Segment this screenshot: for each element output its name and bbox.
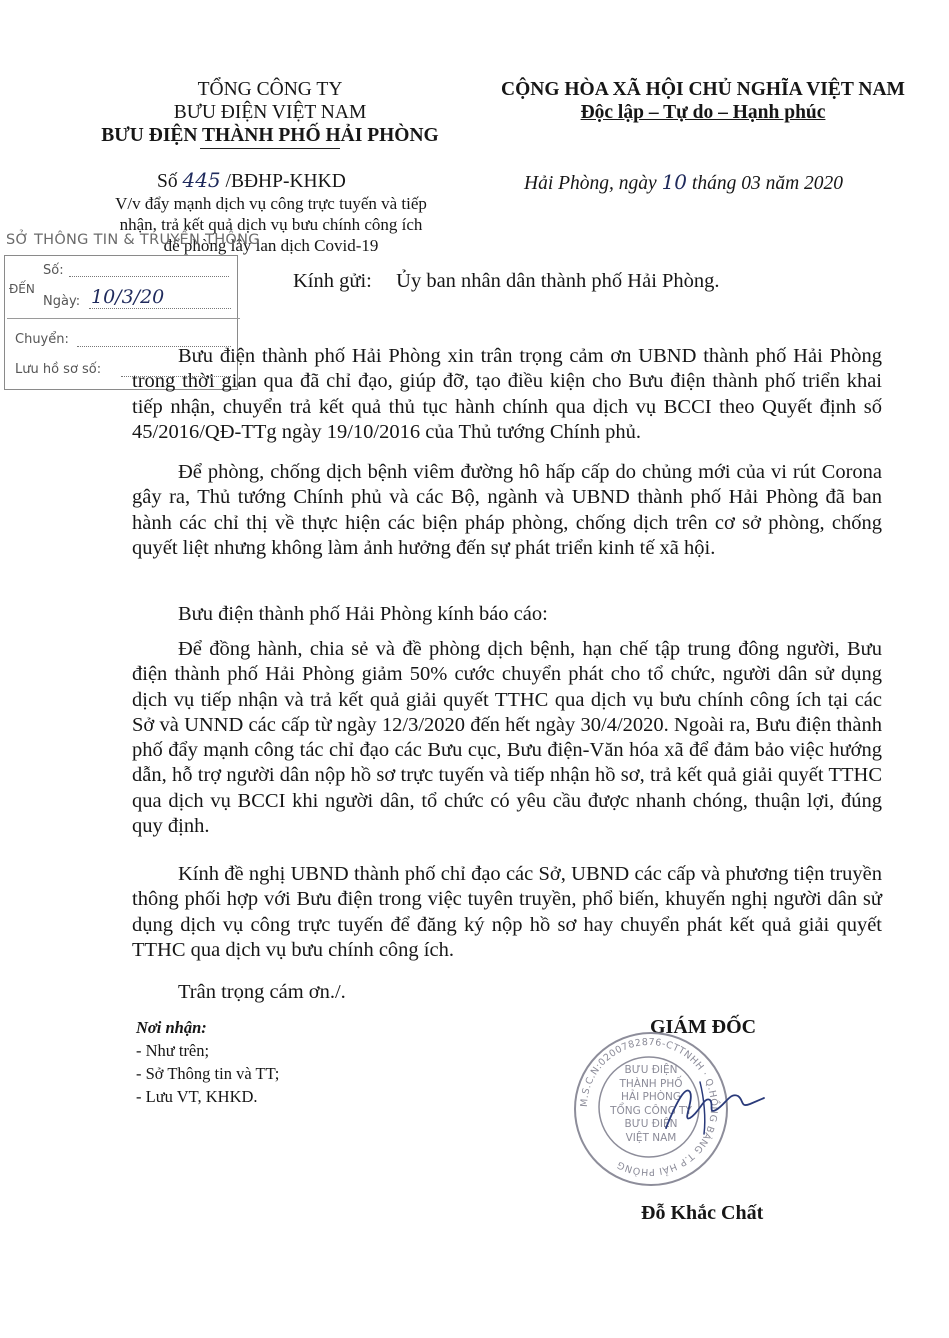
agency-underline bbox=[200, 148, 340, 149]
receipt-stamp-title: SỞ THÔNG TIN & TRUYỀN THÔNG bbox=[6, 232, 260, 248]
agency-corp: BƯU ĐIỆN VIỆT NAM bbox=[173, 102, 367, 123]
recipients-item: - Sở Thông tin và TT; bbox=[136, 1064, 280, 1083]
den-label: ĐẾN bbox=[9, 282, 35, 296]
seal-line: BƯU ĐIỆN bbox=[624, 1118, 678, 1130]
recipient-label: Kính gửi: bbox=[293, 270, 372, 292]
body-paragraph-4: Để đồng hành, chia sẻ và đề phòng dịch bệnh, hạn chế tập trung đông người, Bưu điện thành phố Hải Phòng giảm 50% cước chuyển phát cho tổ chức, người dân sử dụng dịch vụ tiếp nhận và trả kết quả giải quyết TTHC qua dịch vụ bưu chính công ích tại các Sở và UNND các cấp từ ngày 12/3/2020 đến hết ngày 30/4/2020. Ngoài ra, Bưu điện thành phố đẩy mạnh công tác chỉ đạo các Bưu cục, Bưu điện-Văn hóa xã để đảm bảo việc hướng dẫn, hỗ trợ người dân nộp hồ sơ trực tuyến và tiếp nhận hồ sơ, trả kết quả giải quyết TTHC qua dịch vụ BCCI khi người dân, tổ chức có yêu cầu được nhanh chóng, thuận lợi, đúng quy định. bbox=[132, 638, 882, 838]
signer-name: Đỗ Khắc Chất bbox=[641, 1202, 764, 1224]
date-prefix: Hải Phòng, ngày bbox=[524, 173, 657, 194]
subject-line-1: V/v đẩy mạnh dịch vụ công trực tuyến và tiếp bbox=[115, 194, 427, 213]
luu-label: Lưu hồ sơ số: bbox=[15, 362, 102, 377]
seal-line: THÀNH PHỐ bbox=[619, 1077, 683, 1090]
national-name: CỘNG HÒA XÃ HỘI CHỦ NGHĨA VIỆT NAM bbox=[501, 79, 905, 100]
doc-number-prefix: Số bbox=[157, 171, 178, 192]
doc-number-handwritten: 445 bbox=[182, 168, 221, 192]
handwritten-signature bbox=[660, 1078, 770, 1138]
body-paragraph-5: Kính đề nghị UBND thành phố chỉ đạo các Sở, UBND các cấp và phương tiện truyền thông phối hợp với Bưu điện trong việc tuyên truyền, phổ biến, khuyến nghị người dân sử dụng dịch vụ công trực tuyến để đăng ký nộp hồ sơ hay chuyển phát kết quả giải quyết TTHC qua dịch vụ bưu chính công ích. bbox=[132, 863, 882, 961]
seal-line: BƯU ĐIỆN bbox=[624, 1064, 678, 1076]
date-suffix: tháng 03 năm 2020 bbox=[691, 173, 844, 194]
seal-line: VIỆT NAM bbox=[625, 1131, 677, 1144]
national-header bbox=[468, 78, 938, 124]
so-label: Số: bbox=[43, 263, 64, 278]
signature-title: GIÁM ĐỐC bbox=[650, 1016, 757, 1038]
body-paragraph-1: Bưu điện thành phố Hải Phòng xin trân trọng cảm ơn UBND thành phố Hải Phòng trong thời gian qua đã chỉ đạo, giúp đỡ, tạo điều kiện cho Bưu điện thành phố triển khai tiếp nhận, chuyển trả kết quả thủ tục hành chính qua dịch vụ BCCI theo Quyết định số 45/2016/QĐ-TTg ngày 19/10/2016 của Thủ tướng Chính phủ. bbox=[132, 345, 882, 443]
date-day-handwritten: 10 bbox=[661, 170, 688, 194]
ngay-handwritten: 10/3/20 bbox=[91, 286, 165, 308]
document-number bbox=[157, 168, 346, 193]
agency-header bbox=[60, 78, 480, 147]
ngay-label: Ngày: bbox=[43, 294, 81, 309]
agency-name: BƯU ĐIỆN THÀNH PHỐ HẢI PHÒNG bbox=[101, 125, 439, 146]
recipients-item: - Lưu VT, KHKD. bbox=[136, 1087, 258, 1106]
recipient-line bbox=[293, 270, 720, 293]
national-motto: Độc lập – Tự do – Hạnh phúc bbox=[580, 102, 826, 123]
subject-line-3: để phòng lây lan dịch Covid-19 bbox=[163, 236, 379, 255]
seal-line: TỔNG CÔNG TY bbox=[610, 1104, 692, 1117]
body-paragraph-2: Để phòng, chống dịch bệnh viêm đường hô hấp cấp do chủng mới của vi rút Corona gây ra, Thủ tướng Chính phủ và các Bộ, ngành và UBND thành phố Hải Phòng đã ban hành các chỉ thị về thực hiện các biện pháp phòng, chống dịch trên cơ sở phòng, chống quyết liệt nhưng không làm ảnh hưởng đến sự phát triển kinh tế xã hội. bbox=[132, 461, 882, 559]
body-paragraph-6: Trân trọng cám ơn./. bbox=[178, 981, 346, 1003]
seal-line: HẢI PHÒNG bbox=[621, 1091, 681, 1103]
seal-ring-text: M.S.C.N:0200782876-CTTNHH · Q.HỒNG BÀNG T.P HẢI PHÒNG bbox=[578, 1036, 720, 1178]
subject-line-2: nhận, trả kết quả dịch vụ bưu chính công ích bbox=[119, 215, 423, 234]
doc-number-suffix: /BĐHP-KHKD bbox=[225, 171, 346, 192]
recipients-title: Nơi nhận: bbox=[136, 1018, 207, 1037]
so-dotted-line bbox=[69, 276, 229, 277]
recipients-item: - Như trên; bbox=[136, 1041, 210, 1060]
recipients-list bbox=[136, 1016, 279, 1108]
ngay-dotted-line bbox=[89, 308, 231, 309]
agency-parent: TỔNG CÔNG TY bbox=[197, 79, 343, 100]
date-line bbox=[524, 170, 843, 195]
body-paragraph-3: Bưu điện thành phố Hải Phòng kính báo cáo: bbox=[178, 603, 548, 625]
recipient-name: Ủy ban nhân dân thành phố Hải Phòng. bbox=[396, 270, 720, 292]
chuyen-label: Chuyển: bbox=[15, 332, 69, 347]
